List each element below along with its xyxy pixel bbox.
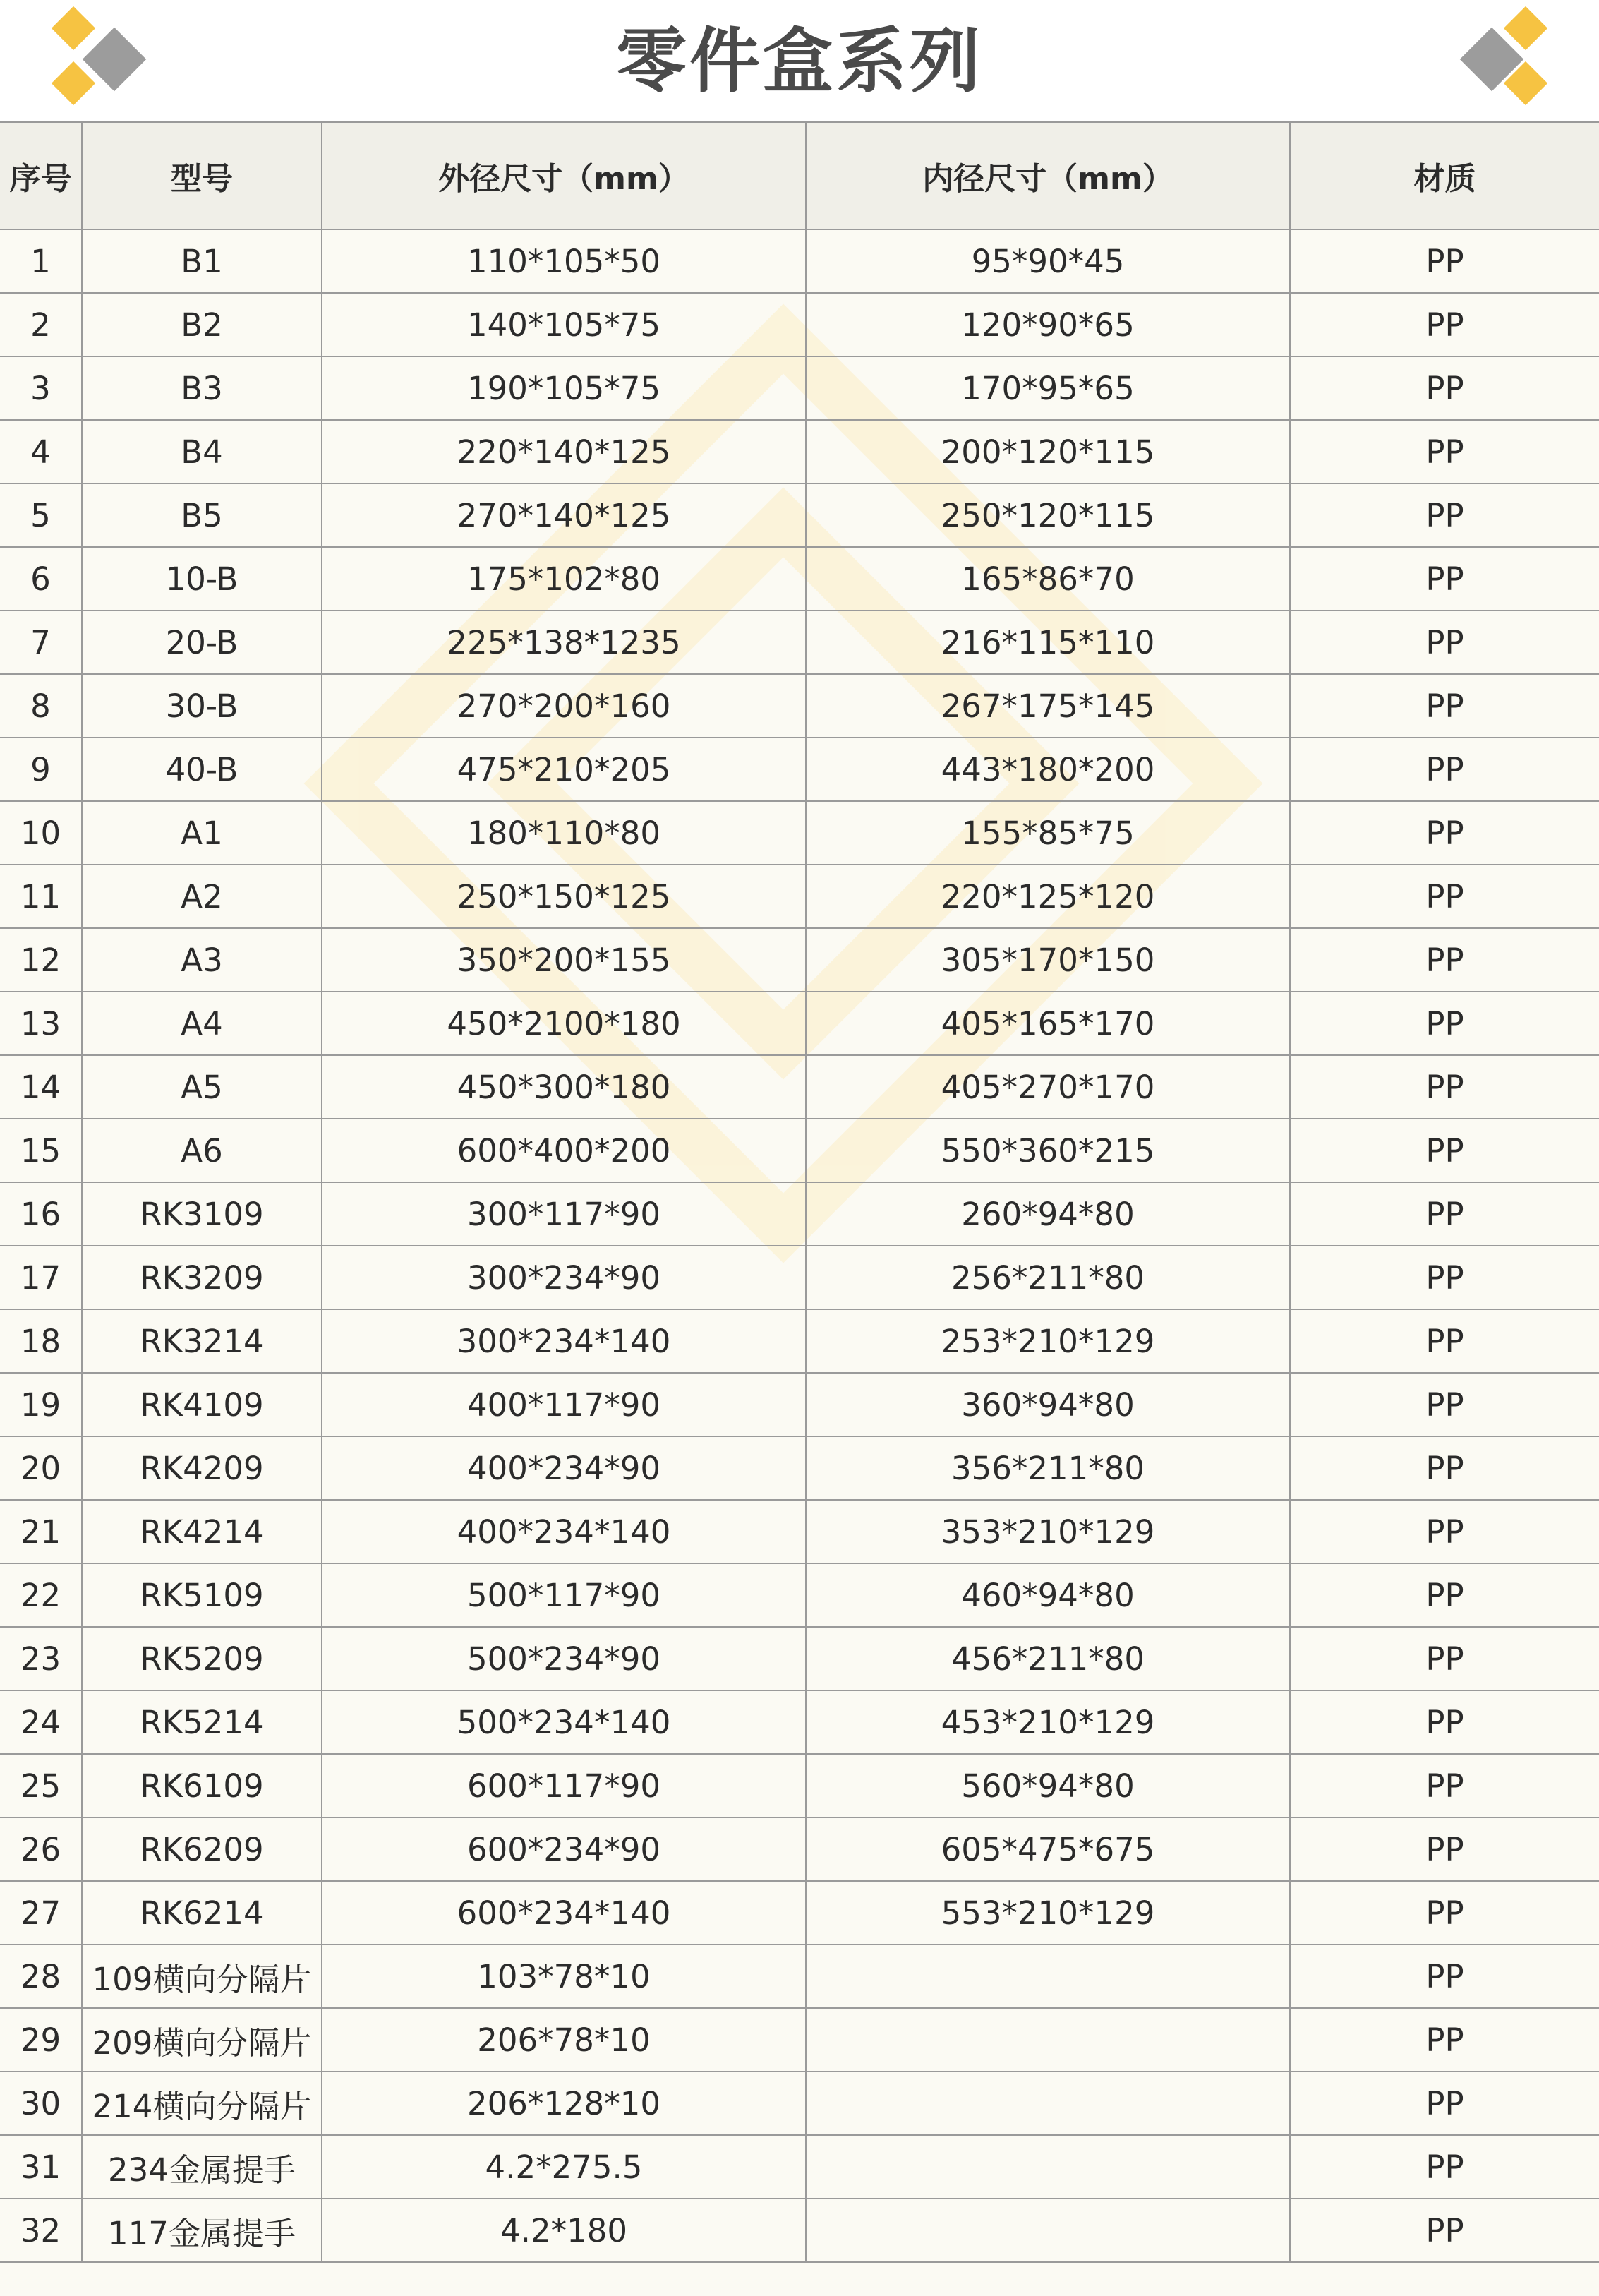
cell-outer-size: 206*78*10 [322, 2008, 806, 2072]
cell-material: PP [1290, 1690, 1599, 1754]
cell-outer-size: 600*400*200 [322, 1119, 806, 1182]
table-row [0, 1373, 1599, 1436]
yellow-diamond-icon [1504, 6, 1547, 50]
cell-model: RK5209 [82, 1627, 322, 1690]
cell-material: PP [1290, 674, 1599, 738]
table-row [0, 865, 1599, 928]
table-row [0, 738, 1599, 801]
cell-outer-size: 4.2*275.5 [322, 2135, 806, 2199]
cell-index: 14 [0, 1055, 82, 1119]
cell-material: PP [1290, 547, 1599, 611]
cell-index: 27 [0, 1881, 82, 1945]
cell-model: RK4214 [82, 1500, 322, 1563]
cell-model: 109横向分隔片 [82, 1945, 322, 2008]
cell-material: PP [1290, 1246, 1599, 1309]
cell-outer-size: 220*140*125 [322, 420, 806, 483]
column-header-model: 型号 [82, 122, 322, 229]
cell-inner-size: 553*210*129 [806, 1881, 1290, 1945]
table-row [0, 928, 1599, 992]
cell-model: B2 [82, 293, 322, 356]
cell-outer-size: 250*150*125 [322, 865, 806, 928]
cell-outer-size: 350*200*155 [322, 928, 806, 992]
cell-model: B5 [82, 483, 322, 547]
cell-inner-size: 170*95*65 [806, 356, 1290, 420]
cell-outer-size: 206*128*10 [322, 2072, 806, 2135]
diamond-decoration-right [1437, 0, 1557, 120]
cell-material: PP [1290, 1754, 1599, 1817]
cell-outer-size: 190*105*75 [322, 356, 806, 420]
table-row [0, 1309, 1599, 1373]
table-row [0, 1627, 1599, 1690]
page-header [0, 0, 1599, 121]
cell-model: A1 [82, 801, 322, 865]
cell-index: 20 [0, 1436, 82, 1500]
table-row [0, 1119, 1599, 1182]
cell-material: PP [1290, 928, 1599, 992]
cell-material: PP [1290, 1373, 1599, 1436]
table-row [0, 1945, 1599, 2008]
table-row [0, 356, 1599, 420]
table-row [0, 1563, 1599, 1627]
table-row [0, 1754, 1599, 1817]
cell-index: 5 [0, 483, 82, 547]
cell-index: 1 [0, 229, 82, 293]
table-row [0, 293, 1599, 356]
cell-inner-size [806, 2008, 1290, 2072]
cell-material: PP [1290, 1500, 1599, 1563]
column-header-material: 材质 [1290, 122, 1599, 229]
cell-material: PP [1290, 420, 1599, 483]
cell-inner-size: 550*360*215 [806, 1119, 1290, 1182]
cell-material: PP [1290, 2072, 1599, 2135]
cell-index: 4 [0, 420, 82, 483]
cell-inner-size: 220*125*120 [806, 865, 1290, 928]
table-row [0, 801, 1599, 865]
cell-index: 11 [0, 865, 82, 928]
column-header-index: 序号 [0, 122, 82, 229]
cell-index: 7 [0, 611, 82, 674]
cell-outer-size: 4.2*180 [322, 2199, 806, 2262]
cell-material: PP [1290, 483, 1599, 547]
table-row [0, 2008, 1599, 2072]
cell-outer-size: 600*234*140 [322, 1881, 806, 1945]
cell-outer-size: 270*200*160 [322, 674, 806, 738]
cell-index: 8 [0, 674, 82, 738]
column-header-inner-size: 内径尺寸（mm） [806, 122, 1290, 229]
cell-inner-size [806, 1945, 1290, 2008]
cell-outer-size: 400*234*90 [322, 1436, 806, 1500]
cell-material: PP [1290, 229, 1599, 293]
cell-inner-size: 460*94*80 [806, 1563, 1290, 1627]
cell-inner-size: 405*165*170 [806, 992, 1290, 1055]
table-row [0, 2199, 1599, 2262]
cell-index: 30 [0, 2072, 82, 2135]
cell-material: PP [1290, 1627, 1599, 1690]
cell-index: 6 [0, 547, 82, 611]
cell-index: 15 [0, 1119, 82, 1182]
cell-inner-size: 405*270*170 [806, 1055, 1290, 1119]
cell-model: RK3214 [82, 1309, 322, 1373]
cell-inner-size: 260*94*80 [806, 1182, 1290, 1246]
cell-model: 214横向分隔片 [82, 2072, 322, 2135]
table-row [0, 229, 1599, 293]
cell-outer-size: 225*138*1235 [322, 611, 806, 674]
cell-index: 3 [0, 356, 82, 420]
cell-material: PP [1290, 1119, 1599, 1182]
cell-model: A4 [82, 992, 322, 1055]
table-row [0, 2135, 1599, 2199]
cell-outer-size: 450*2100*180 [322, 992, 806, 1055]
cell-material: PP [1290, 1436, 1599, 1500]
cell-index: 17 [0, 1246, 82, 1309]
cell-index: 13 [0, 992, 82, 1055]
cell-index: 25 [0, 1754, 82, 1817]
cell-material: PP [1290, 738, 1599, 801]
cell-index: 31 [0, 2135, 82, 2199]
cell-index: 21 [0, 1500, 82, 1563]
cell-inner-size: 256*211*80 [806, 1246, 1290, 1309]
cell-outer-size: 400*117*90 [322, 1373, 806, 1436]
column-header-outer-size: 外径尺寸（mm） [322, 122, 806, 229]
cell-outer-size: 500*234*90 [322, 1627, 806, 1690]
table-row [0, 1436, 1599, 1500]
cell-model: A2 [82, 865, 322, 928]
cell-inner-size: 216*115*110 [806, 611, 1290, 674]
cell-index: 12 [0, 928, 82, 992]
cell-index: 29 [0, 2008, 82, 2072]
table-row [0, 611, 1599, 674]
table-row [0, 992, 1599, 1055]
cell-material: PP [1290, 1309, 1599, 1373]
cell-model: 30-B [82, 674, 322, 738]
cell-inner-size: 443*180*200 [806, 738, 1290, 801]
cell-model: RK3109 [82, 1182, 322, 1246]
cell-model: RK4109 [82, 1373, 322, 1436]
cell-material: PP [1290, 801, 1599, 865]
cell-material: PP [1290, 1182, 1599, 1246]
cell-index: 22 [0, 1563, 82, 1627]
table-row [0, 2072, 1599, 2135]
cell-outer-size: 110*105*50 [322, 229, 806, 293]
cell-inner-size: 200*120*115 [806, 420, 1290, 483]
cell-outer-size: 500*234*140 [322, 1690, 806, 1754]
cell-model: B1 [82, 229, 322, 293]
cell-index: 9 [0, 738, 82, 801]
table-row [0, 1246, 1599, 1309]
cell-material: PP [1290, 2199, 1599, 2262]
cell-inner-size: 267*175*145 [806, 674, 1290, 738]
table-body [0, 229, 1599, 2262]
cell-index: 18 [0, 1309, 82, 1373]
cell-inner-size [806, 2199, 1290, 2262]
cell-index: 16 [0, 1182, 82, 1246]
cell-outer-size: 450*300*180 [322, 1055, 806, 1119]
table-row [0, 1182, 1599, 1246]
cell-inner-size: 353*210*129 [806, 1500, 1290, 1563]
table-header-row [0, 122, 1599, 229]
table-row [0, 1055, 1599, 1119]
cell-model: RK4209 [82, 1436, 322, 1500]
cell-outer-size: 140*105*75 [322, 293, 806, 356]
cell-inner-size: 253*210*129 [806, 1309, 1290, 1373]
cell-index: 10 [0, 801, 82, 865]
cell-material: PP [1290, 865, 1599, 928]
cell-material: PP [1290, 356, 1599, 420]
cell-inner-size: 250*120*115 [806, 483, 1290, 547]
cell-inner-size: 305*170*150 [806, 928, 1290, 992]
cell-model: 234金属提手 [82, 2135, 322, 2199]
cell-outer-size: 600*234*90 [322, 1817, 806, 1881]
cell-model: A6 [82, 1119, 322, 1182]
cell-inner-size: 165*86*70 [806, 547, 1290, 611]
cell-outer-size: 300*234*140 [322, 1309, 806, 1373]
table-row [0, 1881, 1599, 1945]
cell-model: 10-B [82, 547, 322, 611]
cell-outer-size: 300*234*90 [322, 1246, 806, 1309]
cell-model: 117金属提手 [82, 2199, 322, 2262]
cell-model: RK6214 [82, 1881, 322, 1945]
cell-inner-size: 155*85*75 [806, 801, 1290, 865]
cell-outer-size: 475*210*205 [322, 738, 806, 801]
cell-material: PP [1290, 1563, 1599, 1627]
cell-index: 28 [0, 1945, 82, 2008]
cell-index: 23 [0, 1627, 82, 1690]
cell-outer-size: 103*78*10 [322, 1945, 806, 2008]
cell-index: 32 [0, 2199, 82, 2262]
cell-model: RK5214 [82, 1690, 322, 1754]
cell-outer-size: 600*117*90 [322, 1754, 806, 1817]
cell-inner-size: 605*475*675 [806, 1817, 1290, 1881]
cell-inner-size: 453*210*129 [806, 1690, 1290, 1754]
cell-material: PP [1290, 1055, 1599, 1119]
cell-model: 20-B [82, 611, 322, 674]
cell-outer-size: 500*117*90 [322, 1563, 806, 1627]
cell-model: B3 [82, 356, 322, 420]
table-row [0, 483, 1599, 547]
cell-inner-size [806, 2072, 1290, 2135]
cell-index: 2 [0, 293, 82, 356]
cell-model: A5 [82, 1055, 322, 1119]
cell-index: 24 [0, 1690, 82, 1754]
table-row [0, 1500, 1599, 1563]
cell-inner-size: 360*94*80 [806, 1373, 1290, 1436]
table-row [0, 1817, 1599, 1881]
table-row [0, 674, 1599, 738]
cell-inner-size: 560*94*80 [806, 1754, 1290, 1817]
cell-outer-size: 300*117*90 [322, 1182, 806, 1246]
cell-inner-size: 356*211*80 [806, 1436, 1290, 1500]
cell-index: 19 [0, 1373, 82, 1436]
cell-model: 209横向分隔片 [82, 2008, 322, 2072]
cell-material: PP [1290, 1881, 1599, 1945]
cell-model: A3 [82, 928, 322, 992]
cell-outer-size: 400*234*140 [322, 1500, 806, 1563]
cell-model: RK6109 [82, 1754, 322, 1817]
cell-material: PP [1290, 293, 1599, 356]
cell-model: RK6209 [82, 1817, 322, 1881]
cell-index: 26 [0, 1817, 82, 1881]
table-row [0, 547, 1599, 611]
cell-outer-size: 180*110*80 [322, 801, 806, 865]
cell-inner-size: 456*211*80 [806, 1627, 1290, 1690]
cell-material: PP [1290, 611, 1599, 674]
cell-inner-size [806, 2135, 1290, 2199]
table-row [0, 1690, 1599, 1754]
cell-model: B4 [82, 420, 322, 483]
page-title: 零件盒系列 [616, 20, 983, 102]
cell-model: RK5109 [82, 1563, 322, 1627]
cell-inner-size: 95*90*45 [806, 229, 1290, 293]
cell-material: PP [1290, 1945, 1599, 2008]
cell-material: PP [1290, 2008, 1599, 2072]
cell-model: RK3209 [82, 1246, 322, 1309]
cell-outer-size: 175*102*80 [322, 547, 806, 611]
cell-material: PP [1290, 2135, 1599, 2199]
table-row [0, 420, 1599, 483]
cell-outer-size: 270*140*125 [322, 483, 806, 547]
cell-material: PP [1290, 992, 1599, 1055]
spec-table [0, 121, 1599, 2263]
cell-inner-size: 120*90*65 [806, 293, 1290, 356]
cell-material: PP [1290, 1817, 1599, 1881]
cell-model: 40-B [82, 738, 322, 801]
